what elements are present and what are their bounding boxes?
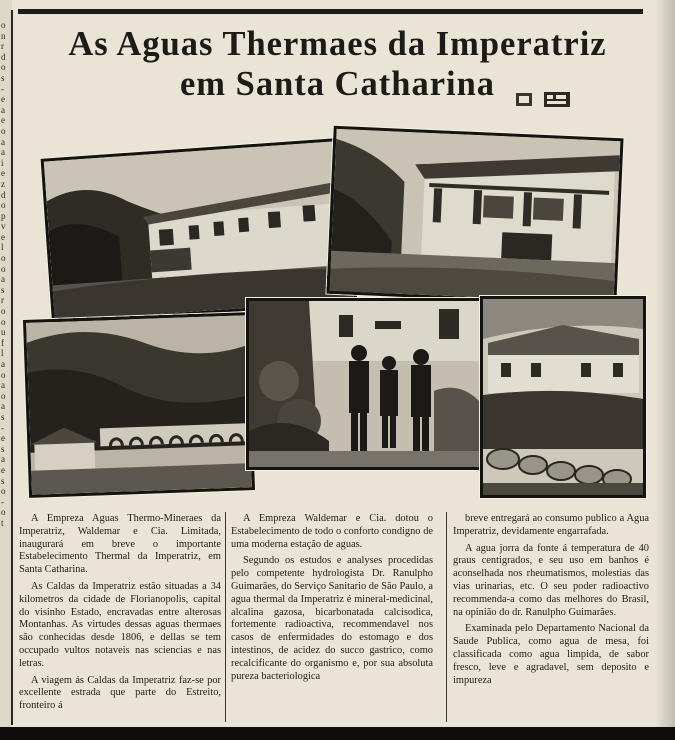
article-paragraph: breve entregará ao consumo publico a Agua Imperatriz, devidamente engarrafada. (453, 513, 649, 537)
adjacent-column-glyph: e (1, 168, 5, 179)
adjacent-column-glyph: a (1, 359, 5, 369)
adjacent-column-glyph: a (1, 136, 5, 147)
column-divider (446, 512, 447, 722)
article-column-2 (231, 513, 433, 727)
adjacent-column-glyph: r (1, 41, 4, 52)
photo-men-at-spring (246, 298, 482, 470)
photo-building-with-veranda (326, 126, 623, 306)
adjacent-column-glyph: o (1, 263, 6, 274)
adjacent-column-glyph: l (1, 348, 4, 359)
headline-ornament (514, 89, 574, 109)
adjacent-column-glyph: p (1, 210, 6, 221)
adjacent-column-glyph: a (1, 401, 5, 412)
article-column-1 (19, 513, 221, 727)
adjacent-column-glyph: a (1, 274, 5, 285)
adjacent-column-glyph: o (1, 390, 6, 401)
adjacent-column-glyph: e (1, 464, 5, 475)
adjacent-column-glyph: e (1, 94, 5, 105)
adjacent-column-glyph: d (1, 189, 6, 200)
adjacent-column-glyph: s (1, 411, 5, 422)
adjacent-column-glyph: - (1, 496, 4, 507)
adjacent-column-glyph: i (1, 157, 4, 168)
adjacent-column-glyph: o (1, 369, 6, 380)
adjacent-column-glyph: o (1, 125, 6, 136)
adjacent-column-glyph: f (1, 337, 4, 348)
adjacent-column-glyph: v (1, 221, 6, 232)
article-paragraph: Segundo os estudos e analyses procedidas pelo competente hydrologista Dr. Ranulpho Guimarães, do Serviço Sanitario de São Paulo, a agua thermal da Imperatriz é mineral-medicinal, alcalina gazosa, bicarbonatada calcisodica, fortemente radioactiva, recommendavel nos casos de enfermidades do estomago e dos intestinos, de acidez do succo gastrico, como recalcificante do organismo e, por sua absoluta pureza bacteriologica (231, 555, 433, 682)
adjacent-column-glyph: o (1, 20, 6, 30)
adjacent-column-glyph: o (1, 306, 6, 317)
article-paragraph: Examinada pelo Departamento Nacional da Saude Publica, como agua de mesa, foi classificada como agua limpida, de sabor fresco, leve e agradavel, sem deposito e impureza (453, 623, 649, 686)
adjacent-column-glyph: - (1, 83, 4, 94)
adjacent-column-glyph: u (1, 327, 6, 338)
adjacent-column-glyph: a (1, 380, 5, 391)
adjacent-column-glyph: o (1, 253, 6, 264)
article-paragraph: A Empreza Waldemar e Cia. dotou o Estabelecimento de todo o conforto condigno de uma moderna estação de aguas. (231, 513, 433, 550)
photo-house-on-hillside (41, 138, 358, 325)
article-paragraph: A Empreza Aguas Thermo-Mineraes da Imperatriz, Waldemar e Cia. Limitada, inaugurará em breve o importante Estabelecimento Thermal da Imperatriz, em Santa Catharina. (19, 513, 221, 576)
adjacent-column-glyph: a (1, 454, 5, 465)
page-bottom-edge (0, 727, 675, 740)
adjacent-column-glyph: s (1, 284, 5, 295)
adjacent-column-glyph: l (1, 242, 4, 253)
photo-hillside-arched-wall (23, 312, 255, 498)
adjacent-column-glyph: r (1, 295, 4, 306)
photo-building-stone-wall (480, 296, 646, 498)
adjacent-column-glyph: e (1, 115, 5, 126)
adjacent-column-glyph: o (1, 200, 6, 211)
article-paragraph: As Caldas da Imperatriz estão situadas a 34 kilometros da cidade de Florianopolis, capital do visinho Estado, encravadas entre alterosas Montanhas. As virtudes dessas aguas thermaes são conhecidas desde 1806, e dellas se tem occupado vultos notaveis nas sciencias e nas letras. (19, 580, 221, 669)
adjacent-column-glyph: d (1, 51, 6, 62)
top-rule (18, 9, 643, 14)
adjacent-column-glyph: s (1, 72, 5, 83)
adjacent-column-glyph: e (1, 231, 5, 242)
adjacent-column-glyph: n (1, 30, 6, 41)
headline-line-1: As Aguas Thermaes da Imperatriz (68, 25, 607, 63)
headline-line-2: em Santa Catharina (179, 65, 496, 103)
adjacent-column-glyph: e (1, 433, 5, 444)
adjacent-column-glyph: a (1, 147, 5, 158)
adjacent-column-glyph: a (1, 104, 5, 115)
adjacent-column-glyph: o (1, 507, 6, 518)
adjacent-column-glyph: s (1, 475, 5, 486)
column-divider (225, 512, 226, 722)
adjacent-column-glyph: - (1, 422, 4, 433)
adjacent-column-glyph: z (1, 178, 5, 189)
adjacent-column-glyph: t (1, 517, 4, 528)
adjacent-column-glyph: o (1, 486, 6, 497)
column-divider (11, 10, 13, 725)
adjacent-column-glyph: o (1, 62, 6, 73)
article-column-3 (453, 513, 649, 727)
adjacent-column-glyph: s (1, 443, 5, 454)
article-paragraph: A viagem ás Caldas da Imperatriz faz-se por excellente estrada que parte do Estreito, fronteiro á (19, 674, 221, 712)
adjacent-column-glyph: o (1, 316, 6, 327)
article-paragraph: A agua jorra da fonte á temperatura de 40 graus centigrados, e seu uso em banhos é aconselhada nos rheumatismos, molestias das vias urinarias, etc. O seu poder radioactivo recommenda-a como das melhores do Brasil, na opinião do dr. Ranulpho Guimarães. (453, 542, 649, 618)
page-edge-shadow (655, 0, 675, 740)
